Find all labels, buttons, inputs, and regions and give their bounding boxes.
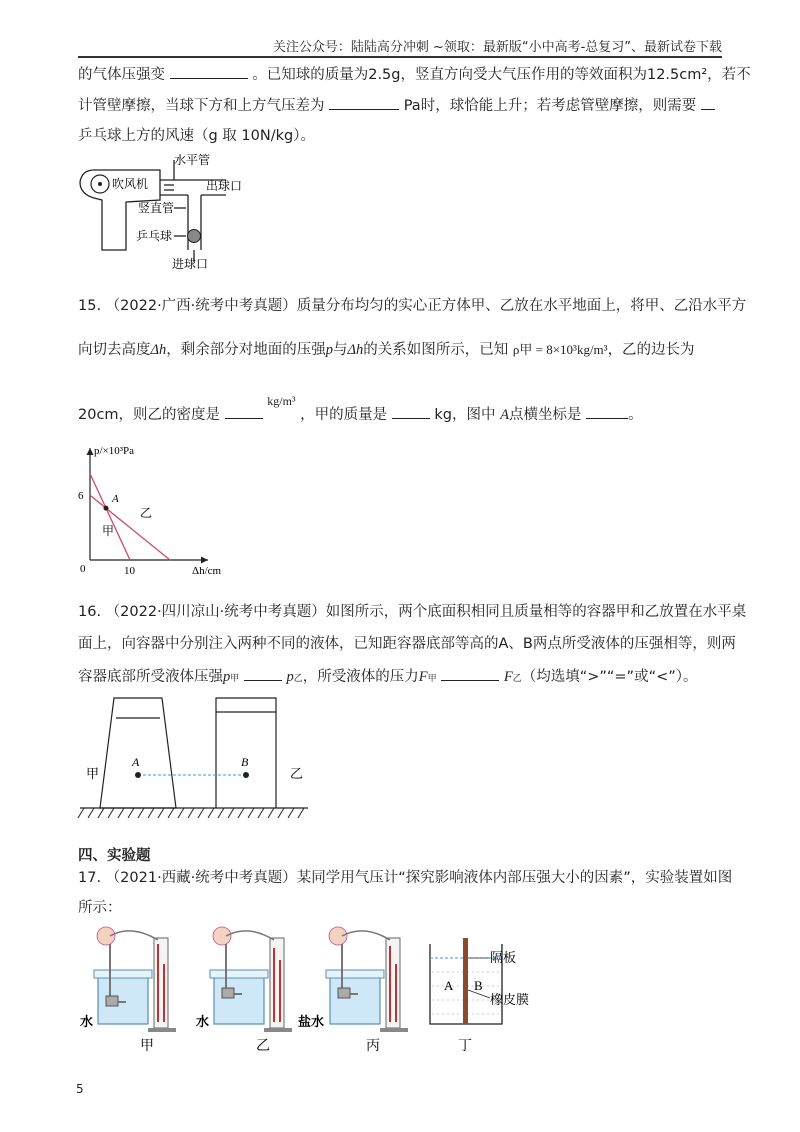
svg-text:盐水: 盐水	[298, 1014, 325, 1029]
blower-figure	[76, 150, 256, 275]
label-ball: 乒乓球	[136, 229, 173, 243]
q16-blank-2[interactable]	[441, 666, 499, 681]
x-axis-label: Δh/cm	[192, 565, 222, 577]
apparatus-jia	[80, 927, 176, 1054]
x-tick-label: 10	[124, 565, 135, 577]
point-b	[243, 772, 249, 778]
svg-text:丁: 丁	[458, 1039, 472, 1054]
label-blower: 吹风机	[112, 177, 149, 191]
apparatus-bing	[298, 927, 408, 1054]
q15-line3: 20cm，则乙的密度是 $^{kg/m^3}$ ，甲的质量是 kg，图中 A点横坐标是 。	[78, 394, 643, 423]
page-number: 5	[76, 1082, 84, 1096]
q15-blank-1[interactable]	[225, 404, 263, 419]
point-a	[135, 772, 141, 778]
q16-line1: 16. （2022·四川凉山·统考中考真题）如图所示，两个底面积相同且质量相等的容器甲和乙放置在水平桌	[78, 604, 747, 620]
svg-text:B: B	[474, 978, 483, 993]
q14-line3: 乒乓球上方的风速（g 取 10N/kg）。	[78, 128, 315, 144]
q16-line3: 容器底部所受液体压强p甲 p乙，所受液体的压力F甲 F乙（均选填“>”“=”或“<”）。	[78, 666, 698, 689]
ping-pong-ball	[188, 230, 201, 243]
svg-text:乙: 乙	[256, 1039, 270, 1054]
hand-icon	[213, 927, 231, 945]
series-label-jia: 甲	[102, 524, 115, 539]
label-yi: 乙	[290, 766, 304, 781]
q14-blank-1[interactable]	[170, 64, 248, 79]
svg-text:甲: 甲	[140, 1039, 154, 1054]
q17-line1: 17. （2021·西藏·统考中考真题）某同学用气压计“探究影响液体内部压强大小的因素”，实验装置如图	[78, 870, 733, 886]
q14-line1: 的气体压强变 。已知球的质量为2.5g，竖直方向受大气压作用的等效面积为12.5cm²，若不	[78, 64, 751, 85]
svg-text:橡皮膜: 橡皮膜	[490, 992, 530, 1007]
y-tick-label: 6	[78, 490, 84, 503]
q16-blank-1[interactable]	[244, 666, 282, 681]
page-header	[78, 36, 722, 58]
svg-text:A: A	[444, 978, 454, 993]
series-line-1	[90, 474, 130, 560]
point-a	[104, 506, 109, 511]
q15-line2: 向切去高度Δh，剩余部分对地面的压强p与Δh的关系如图所示，已知 ρ甲 = 8×10³kg/m³，乙的边长为	[78, 342, 695, 358]
svg-text:水: 水	[196, 1014, 210, 1029]
q15-line1: 15. （2022·广西·统考中考真题）质量分布均匀的实心正方体甲、乙放在水平地面上，将甲、乙沿水平方	[78, 298, 747, 314]
q15-blank-3[interactable]	[586, 404, 628, 419]
q14-blank-3[interactable]	[701, 95, 715, 110]
rho-formula: ρ甲 = 8×10³kg/m³	[512, 342, 608, 357]
apparatus-ding	[430, 938, 529, 1054]
apparatus-yi	[196, 927, 292, 1054]
q14-blank-2[interactable]	[329, 95, 399, 110]
svg-text:隔板: 隔板	[490, 950, 517, 965]
experiment-figure	[76, 924, 596, 1054]
hand-icon	[97, 927, 115, 945]
q14-line2: 计管壁摩擦，当球下方和上方气压差为 Pa时，球恰能上升；若考虑管壁摩擦，则需要	[78, 95, 715, 116]
header-text: 关注公众号：陆陆高分冲刺 ~领取：最新版“小中高考-总复习”、最新试卷下载	[272, 40, 722, 55]
svg-text:A: A	[132, 755, 140, 769]
section-title: 四、实验题	[78, 848, 151, 864]
q16-line2: 面上，向容器中分别注入两种不同的液体，已知距容器底部等高的A、B两点所受液体的压强相等，则两	[78, 636, 736, 652]
svg-text:丙: 丙	[366, 1039, 380, 1054]
y-axis-label: p/×10³Pa	[94, 445, 135, 457]
label-outlet: 出球口	[206, 179, 243, 193]
containers-figure	[76, 690, 316, 825]
q17-line2: 所示：	[78, 900, 122, 916]
origin-label: 0	[80, 563, 86, 575]
label-vertical-pipe: 竖直管	[138, 201, 175, 215]
svg-text:B: B	[241, 755, 249, 769]
svg-text:水: 水	[80, 1014, 94, 1029]
point-a-label: A	[112, 493, 119, 506]
label-jia: 甲	[86, 766, 100, 781]
series-label-yi: 乙	[140, 505, 153, 520]
label-inlet: 进球口	[172, 257, 209, 271]
pressure-chart	[72, 440, 252, 580]
hand-icon	[329, 927, 347, 945]
label-horizontal-pipe: 水平管	[174, 153, 211, 167]
q15-blank-2[interactable]	[392, 404, 430, 419]
partition	[463, 938, 468, 1024]
